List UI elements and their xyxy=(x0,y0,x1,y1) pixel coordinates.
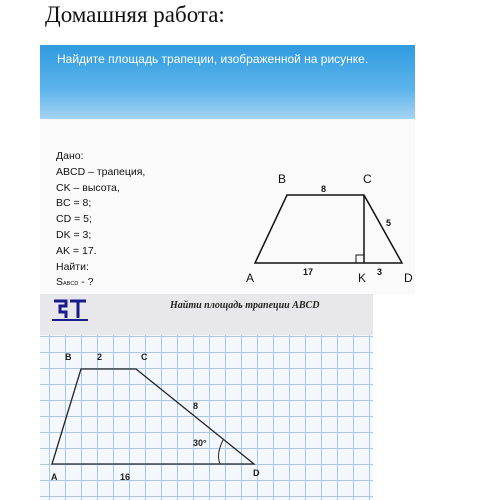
task1-header xyxy=(40,45,415,119)
given-heading: Дано: xyxy=(56,150,84,162)
find-suffix: - ? xyxy=(78,276,94,289)
trapezoid-abcd xyxy=(255,195,402,263)
side-label-bc: 8 xyxy=(321,184,327,194)
side-label-cd: 5 xyxy=(386,218,392,228)
vertex-label-c2: C xyxy=(141,352,148,362)
given-line: AK = 17. xyxy=(56,244,97,257)
given-line: CK – высота, xyxy=(56,181,120,194)
vertex-label-c: C xyxy=(363,172,372,186)
vertex-label-b: B xyxy=(278,172,287,186)
trapezoid-abcd-2 xyxy=(52,369,254,464)
trapezoid-figure-2 xyxy=(40,294,373,500)
vertex-label-d: D xyxy=(404,271,413,285)
side-label-ak: 17 xyxy=(303,267,314,277)
right-angle-mark xyxy=(356,255,364,263)
vertex-label-a: A xyxy=(246,271,255,285)
side-label-bc2: 2 xyxy=(97,352,103,362)
angle-label: 30° xyxy=(193,438,207,448)
side-label-kd: 3 xyxy=(377,267,383,277)
trapezoid-figure-1 xyxy=(240,170,415,285)
task2-card xyxy=(40,294,373,500)
angle-arc xyxy=(219,440,223,464)
vertex-label-k: K xyxy=(358,271,367,285)
find-subscript: ABCD xyxy=(63,281,79,288)
task1-card xyxy=(40,45,415,295)
given-line: DK = 3; xyxy=(56,228,92,241)
page-title: Домашняя работа: xyxy=(45,2,225,27)
task2-title: Найти площадь трапеции ABCD xyxy=(170,300,320,311)
task1-question: Найдите площадь трапеции, изображенной на рисунке. xyxy=(57,52,369,66)
find-line xyxy=(56,275,145,293)
given-line: ABCD – трапеция, xyxy=(56,165,146,178)
side-label-cd2: 8 xyxy=(193,401,199,411)
vertex-label-a2: A xyxy=(51,472,58,482)
find-target: S xyxy=(56,276,64,289)
side-label-ad2: 16 xyxy=(120,472,131,482)
given-line: CD = 5; xyxy=(56,213,92,226)
vertex-label-d2: D xyxy=(253,468,260,478)
given-line: BC = 8; xyxy=(56,197,92,210)
find-heading: Найти: xyxy=(56,260,89,273)
vertex-label-b2: B xyxy=(65,352,72,362)
given-block xyxy=(56,149,145,293)
